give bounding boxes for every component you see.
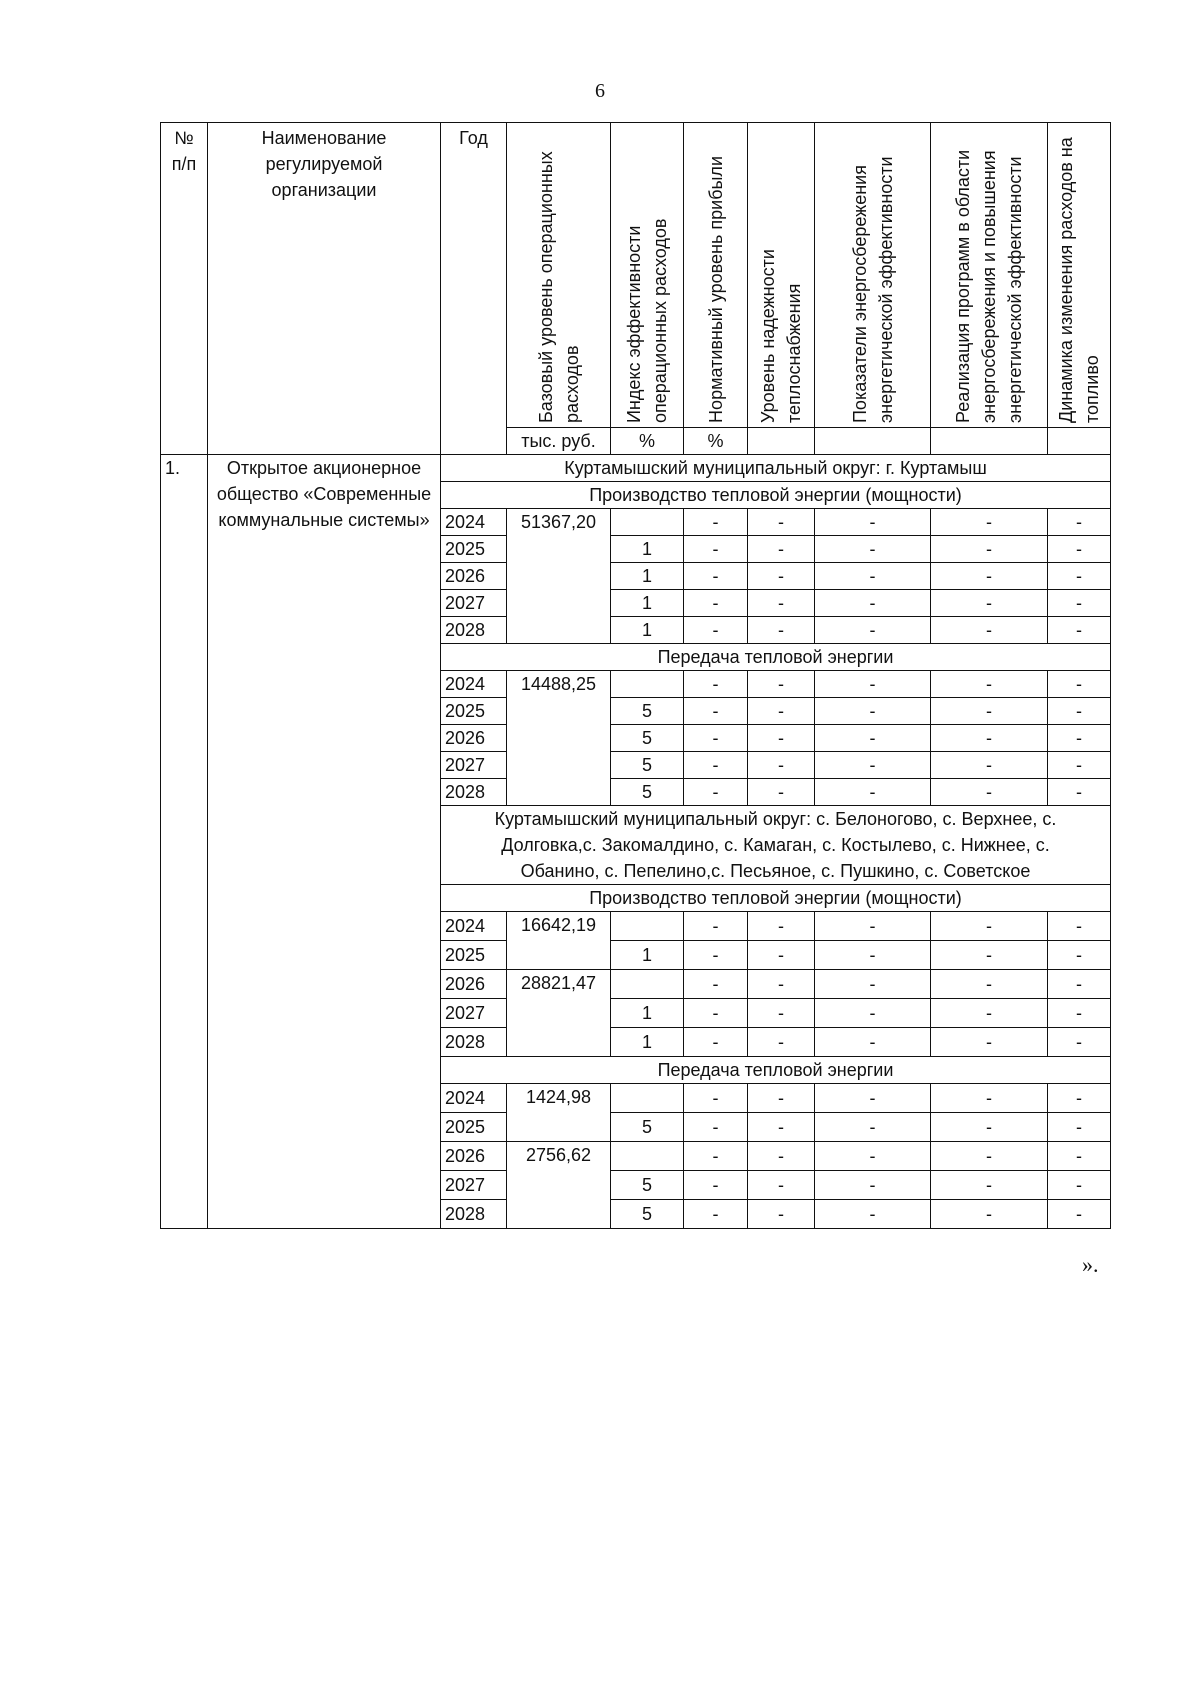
base-opex-value: 14488,25 <box>507 671 611 806</box>
year-cell: 2026 <box>441 1142 507 1171</box>
value-cell: - <box>815 1200 931 1229</box>
year-cell: 2028 <box>441 1028 507 1057</box>
value-cell: - <box>815 509 931 536</box>
index-cell: 5 <box>611 1113 684 1142</box>
header-energy-saving: Показатели энергосбережения энергетической эффективности <box>815 123 931 428</box>
value-cell: - <box>931 509 1048 536</box>
value-cell: - <box>684 779 748 806</box>
index-cell <box>611 912 684 941</box>
value-cell: - <box>684 563 748 590</box>
value-cell: - <box>815 1142 931 1171</box>
value-cell: - <box>748 509 815 536</box>
value-cell: - <box>931 1028 1048 1057</box>
value-cell: - <box>1048 1142 1111 1171</box>
base-opex-value: 1424,98 <box>507 1084 611 1142</box>
value-cell: - <box>684 941 748 970</box>
year-cell: 2027 <box>441 999 507 1028</box>
header-year: Год <box>441 123 507 455</box>
value-cell: - <box>748 1142 815 1171</box>
year-cell: 2025 <box>441 536 507 563</box>
value-cell: - <box>684 1084 748 1113</box>
year-cell: 2027 <box>441 1171 507 1200</box>
value-cell: - <box>748 698 815 725</box>
value-cell: - <box>1048 590 1111 617</box>
header-npp: № п/п <box>161 123 208 455</box>
value-cell: - <box>684 671 748 698</box>
index-cell: 5 <box>611 725 684 752</box>
value-cell: - <box>931 779 1048 806</box>
unit-pct: % <box>611 428 684 455</box>
value-cell: - <box>931 617 1048 644</box>
value-cell: - <box>815 1084 931 1113</box>
year-cell: 2024 <box>441 912 507 941</box>
unit-rub: тыс. руб. <box>507 428 611 455</box>
year-cell: 2027 <box>441 590 507 617</box>
area-title-row <box>161 455 1111 482</box>
index-cell <box>611 509 684 536</box>
year-cell: 2028 <box>441 779 507 806</box>
year-cell: 2025 <box>441 941 507 970</box>
base-opex-value: 28821,47 <box>507 970 611 1057</box>
value-cell: - <box>1048 725 1111 752</box>
value-cell: - <box>684 970 748 999</box>
value-cell: - <box>815 779 931 806</box>
value-cell: - <box>1048 698 1111 725</box>
value-cell: - <box>748 912 815 941</box>
header-row <box>161 123 1111 428</box>
value-cell: - <box>1048 941 1111 970</box>
value-cell: - <box>931 590 1048 617</box>
index-cell: 5 <box>611 779 684 806</box>
index-cell: 5 <box>611 1200 684 1229</box>
year-cell: 2024 <box>441 1084 507 1113</box>
value-cell: - <box>931 725 1048 752</box>
year-cell: 2026 <box>441 970 507 999</box>
index-cell: 1 <box>611 941 684 970</box>
value-cell: - <box>815 999 931 1028</box>
value-cell: - <box>931 1142 1048 1171</box>
value-cell: - <box>815 941 931 970</box>
base-opex-value: 2756,62 <box>507 1142 611 1229</box>
value-cell: - <box>748 1171 815 1200</box>
value-cell: - <box>684 1028 748 1057</box>
value-cell: - <box>931 563 1048 590</box>
header-norm-profit: Нормативный уровень прибыли <box>684 123 748 428</box>
value-cell: - <box>684 912 748 941</box>
unit-pct: % <box>684 428 748 455</box>
value-cell: - <box>1048 671 1111 698</box>
index-cell: 5 <box>611 698 684 725</box>
header-base-opex: Базовый уровень операционных расходов <box>507 123 611 428</box>
value-cell: - <box>1048 1084 1111 1113</box>
value-cell: - <box>815 912 931 941</box>
year-cell: 2026 <box>441 563 507 590</box>
section-title: Производство тепловой энергии (мощности) <box>441 885 1111 912</box>
value-cell: - <box>1048 912 1111 941</box>
value-cell: - <box>815 970 931 999</box>
value-cell: - <box>1048 752 1111 779</box>
value-cell: - <box>684 1113 748 1142</box>
value-cell: - <box>684 752 748 779</box>
closing-quote: ». <box>1082 1252 1099 1277</box>
base-opex-value: 51367,20 <box>507 509 611 644</box>
value-cell: - <box>684 698 748 725</box>
year-cell: 2027 <box>441 752 507 779</box>
value-cell: - <box>1048 509 1111 536</box>
value-cell: - <box>748 752 815 779</box>
value-cell: - <box>684 725 748 752</box>
year-cell: 2025 <box>441 1113 507 1142</box>
value-cell: - <box>815 563 931 590</box>
value-cell: - <box>815 590 931 617</box>
value-cell: - <box>684 1200 748 1229</box>
value-cell: - <box>931 1084 1048 1113</box>
value-cell: - <box>748 779 815 806</box>
value-cell: - <box>748 1028 815 1057</box>
value-cell: - <box>1048 1171 1111 1200</box>
value-cell: - <box>748 1200 815 1229</box>
value-cell: - <box>748 671 815 698</box>
value-cell: - <box>815 725 931 752</box>
value-cell: - <box>684 509 748 536</box>
index-cell: 1 <box>611 999 684 1028</box>
index-cell <box>611 1142 684 1171</box>
value-cell: - <box>1048 1200 1111 1229</box>
value-cell: - <box>748 941 815 970</box>
unit-empty <box>815 428 931 455</box>
section-title: Передача тепловой энергии <box>441 644 1111 671</box>
value-cell: - <box>748 563 815 590</box>
year-cell: 2028 <box>441 617 507 644</box>
value-cell: - <box>1048 999 1111 1028</box>
value-cell: - <box>931 1113 1048 1142</box>
index-cell: 1 <box>611 1028 684 1057</box>
value-cell: - <box>931 1200 1048 1229</box>
index-cell: 1 <box>611 563 684 590</box>
value-cell: - <box>815 752 931 779</box>
year-cell: 2024 <box>441 509 507 536</box>
value-cell: - <box>931 752 1048 779</box>
section-title: Передача тепловой энергии <box>441 1057 1111 1084</box>
value-cell: - <box>684 1171 748 1200</box>
value-cell: - <box>1048 970 1111 999</box>
value-cell: - <box>748 1084 815 1113</box>
section-title: Производство тепловой энергии (мощности) <box>441 482 1111 509</box>
value-cell: - <box>748 999 815 1028</box>
value-cell: - <box>815 1028 931 1057</box>
value-cell: - <box>1048 617 1111 644</box>
value-cell: - <box>931 999 1048 1028</box>
index-cell <box>611 970 684 999</box>
area-title: Куртамышский муниципальный округ: г. Куртамыш <box>441 455 1111 482</box>
regulation-params-table <box>160 122 1111 1229</box>
index-cell: 1 <box>611 617 684 644</box>
value-cell: - <box>748 590 815 617</box>
value-cell: - <box>684 590 748 617</box>
base-opex-value: 16642,19 <box>507 912 611 970</box>
header-reliability: Уровень надежности теплоснабжения <box>748 123 815 428</box>
header-fuel-dynamics: Динамика изменения расходов на топливо <box>1048 123 1111 428</box>
value-cell: - <box>1048 779 1111 806</box>
index-cell: 1 <box>611 590 684 617</box>
value-cell: - <box>815 1113 931 1142</box>
value-cell: - <box>1048 563 1111 590</box>
value-cell: - <box>931 941 1048 970</box>
header-programs: Реализация программ в области энергосбережения и повышения энергетической эффективности <box>931 123 1048 428</box>
value-cell: - <box>748 536 815 563</box>
value-cell: - <box>931 671 1048 698</box>
value-cell: - <box>815 536 931 563</box>
value-cell: - <box>931 970 1048 999</box>
org-number: 1. <box>161 455 208 1229</box>
index-cell: 5 <box>611 1171 684 1200</box>
header-org-name: Наименование регулируемой организации <box>208 123 441 455</box>
index-cell <box>611 671 684 698</box>
value-cell: - <box>931 912 1048 941</box>
header-opex-index: Индекс эффективности операционных расходов <box>611 123 684 428</box>
unit-empty <box>931 428 1048 455</box>
page-number: 6 <box>595 80 605 102</box>
unit-empty <box>1048 428 1111 455</box>
value-cell: - <box>684 536 748 563</box>
value-cell: - <box>748 1113 815 1142</box>
index-cell: 5 <box>611 752 684 779</box>
index-cell <box>611 1084 684 1113</box>
value-cell: - <box>815 617 931 644</box>
value-cell: - <box>684 999 748 1028</box>
value-cell: - <box>748 725 815 752</box>
value-cell: - <box>815 698 931 725</box>
value-cell: - <box>931 536 1048 563</box>
index-cell: 1 <box>611 536 684 563</box>
year-cell: 2028 <box>441 1200 507 1229</box>
value-cell: - <box>748 617 815 644</box>
value-cell: - <box>684 617 748 644</box>
value-cell: - <box>815 1171 931 1200</box>
value-cell: - <box>931 698 1048 725</box>
unit-empty <box>748 428 815 455</box>
value-cell: - <box>1048 536 1111 563</box>
value-cell: - <box>684 1142 748 1171</box>
org-name: Открытое акционерное общество «Современные коммунальные системы» <box>208 455 441 1229</box>
value-cell: - <box>748 970 815 999</box>
value-cell: - <box>1048 1113 1111 1142</box>
year-cell: 2024 <box>441 671 507 698</box>
value-cell: - <box>815 671 931 698</box>
value-cell: - <box>931 1171 1048 1200</box>
year-cell: 2026 <box>441 725 507 752</box>
year-cell: 2025 <box>441 698 507 725</box>
value-cell: - <box>1048 1028 1111 1057</box>
area-title: Куртамышский муниципальный округ: с. Белоногово, с. Верхнее, с. Долговка,с. Закомалдино, с. Камаган, с. Костылево, с. Нижнее, с. Обанино, с. Пепелино,с. Песьяное, с. Пушкино, с. Советское <box>441 806 1111 885</box>
